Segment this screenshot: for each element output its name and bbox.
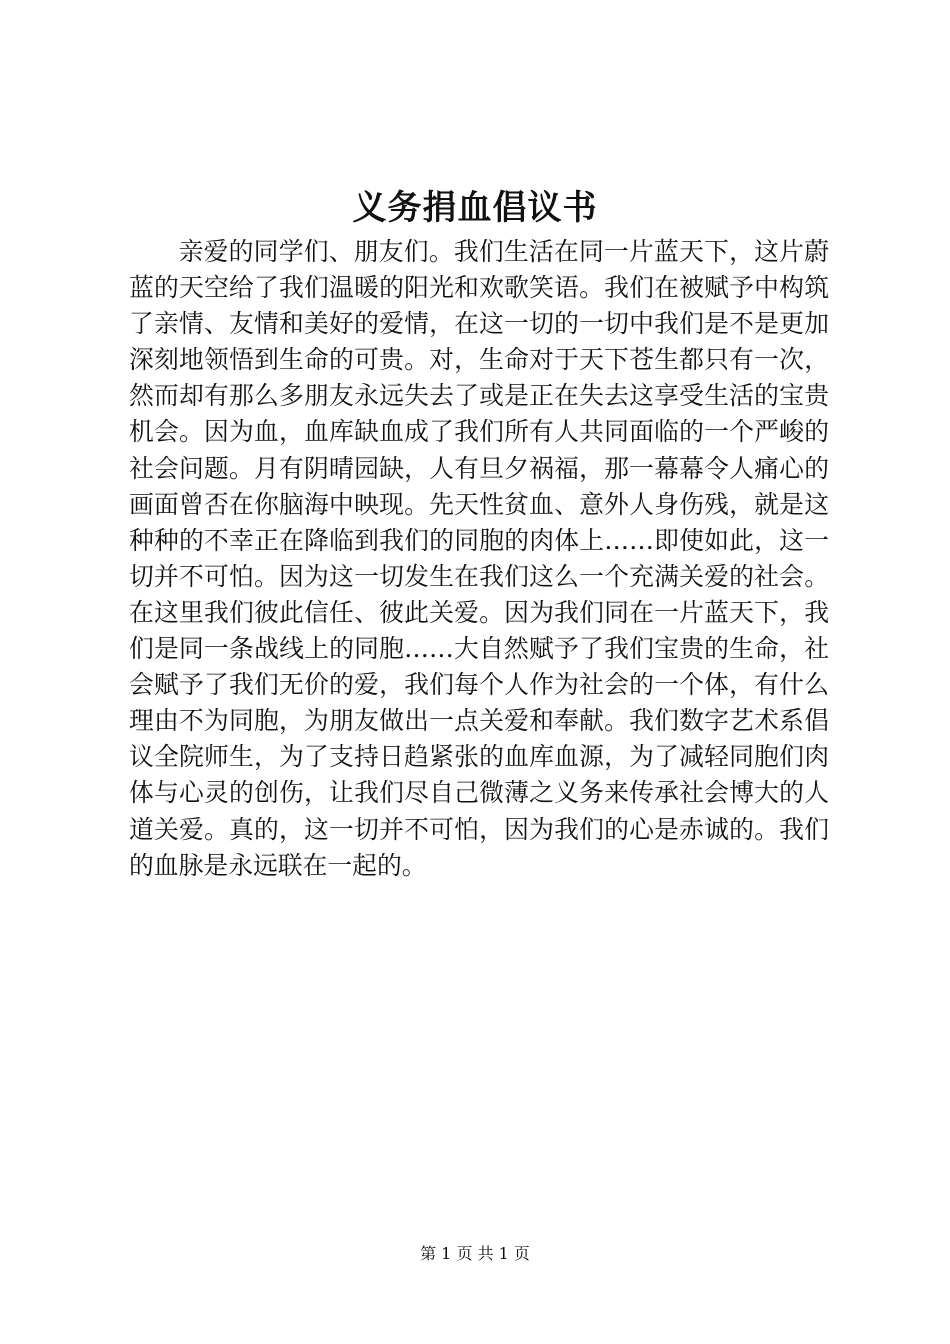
- document-title: 义务捐血倡议书: [352, 188, 598, 228]
- page-footer: 第 1 页 共 1 页: [420, 1244, 530, 1263]
- body-paragraph: 亲爱的同学们、朋友们。我们生活在同一片蓝天下，这片蔚蓝的天空给了我们温暖的阳光和欢歌笑语。我们在被赋予中构筑了亲情、友情和美好的爱情，在这一切的一切中我们是不是更加深刻地领悟到生命的可贵。对，生命对于天下苍生都只有一次，然而却有那么多朋友永远失去了或是正在失去这享受生活的宝贵机会。因为血，血库缺血成了我们所有人共同面临的一个严峻的社会问题。月有阴晴园缺，人有旦夕祸福，那一幕幕令人痛心的画面曾否在你脑海中映现。先天性贫血、意外人身伤残，就是这种种的不幸正在降临到我们的同胞的肉体上……即使如此，这一切并不可怕。因为这一切发生在我们这么一个充满关爱的社会。在这里我们彼此信任、彼此关爱。因为我们同在一片蓝天下，我们是同一条战线上的同胞……大自然赋予了我们宝贵的生命，社会赋予了我们无价的爱，我们每个人作为社会的一个体，有什么理由不为同胞，为朋友做出一点关爱和奉献。我们数字艺术系倡议全院师生，为了支持日趋紧张的血库血源，为了减轻同胞们肉体与心灵的创伤，让我们尽自己微薄之义务来传承社会博大的人道关爱。真的，这一切并不可怕，因为我们的心是赤诚的。我们的血脉是永远联在一起的。: [129, 237, 829, 880]
